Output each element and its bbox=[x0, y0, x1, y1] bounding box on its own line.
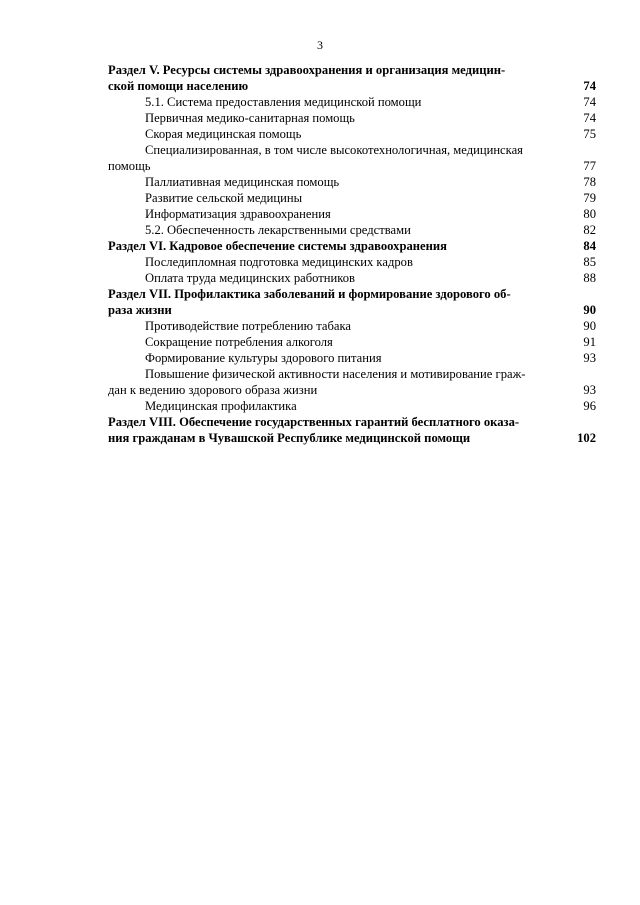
toc-page-number: 74 bbox=[583, 79, 596, 93]
toc-page-number: 74 bbox=[583, 111, 596, 125]
toc-entry-text: Паллиативная медицинская помощь bbox=[145, 175, 340, 189]
toc-entry-text: помощь bbox=[108, 159, 151, 173]
toc-page-number: 93 bbox=[583, 351, 596, 365]
toc-entry-text: Раздел V. Ресурсы системы здравоохранения и организация медицин- bbox=[108, 63, 506, 77]
toc-item[interactable] bbox=[108, 270, 596, 286]
toc-item[interactable] bbox=[108, 190, 596, 206]
toc-section-5-title-cont[interactable] bbox=[108, 78, 596, 94]
toc-page-number: 84 bbox=[583, 239, 596, 253]
toc-page-number: 82 bbox=[583, 223, 596, 237]
toc-section-7-title[interactable] bbox=[108, 286, 596, 302]
page-number: 3 bbox=[317, 38, 323, 52]
toc-item[interactable] bbox=[108, 222, 596, 238]
toc-item[interactable] bbox=[108, 350, 596, 366]
toc-entry-text: 5.1. Система предоставления медицинской помощи bbox=[145, 95, 422, 109]
toc-entry-text: ния гражданам в Чувашской Республике медицинской помощи bbox=[108, 431, 471, 445]
toc-section-8-title-cont[interactable] bbox=[108, 430, 596, 446]
toc-entry-text: ской помощи населению bbox=[108, 79, 249, 93]
toc-item[interactable] bbox=[108, 318, 596, 334]
toc-page-number: 80 bbox=[583, 207, 596, 221]
toc-item[interactable] bbox=[108, 126, 596, 142]
toc-page-number: 102 bbox=[577, 431, 596, 445]
toc-entry-text: Формирование культуры здорового питания bbox=[145, 351, 382, 365]
toc-item[interactable] bbox=[108, 334, 596, 350]
toc-entry-text: Оплата труда медицинских работников bbox=[145, 271, 355, 285]
table-of-contents bbox=[108, 62, 596, 446]
toc-item[interactable] bbox=[108, 206, 596, 222]
toc-page-number: 85 bbox=[583, 255, 596, 269]
toc-section-6-title[interactable] bbox=[108, 238, 596, 254]
toc-entry-text: дан к ведению здорового образа жизни bbox=[108, 383, 318, 397]
toc-item-cont[interactable] bbox=[108, 382, 596, 398]
toc-item[interactable] bbox=[108, 142, 596, 158]
toc-entry-text: Развитие сельской медицины bbox=[145, 191, 303, 205]
toc-section-5-title[interactable] bbox=[108, 62, 596, 78]
toc-page-number: 79 bbox=[583, 191, 596, 205]
toc-page-number: 96 bbox=[583, 399, 596, 413]
toc-page-number: 93 bbox=[583, 383, 596, 397]
toc-item[interactable] bbox=[108, 174, 596, 190]
toc-item[interactable] bbox=[108, 254, 596, 270]
toc-entry-text: Раздел VIII. Обеспечение государственных гарантий бесплатного оказа- bbox=[108, 415, 520, 429]
toc-page-number: 90 bbox=[583, 303, 596, 317]
toc-entry-text: Повышение физической активности населения и мотивирование граж- bbox=[145, 367, 526, 381]
toc-page-number: 91 bbox=[583, 335, 596, 349]
toc-page-number: 78 bbox=[583, 175, 596, 189]
toc-entry-text: Специализированная, в том числе высокотехнологичная, медицинская bbox=[145, 143, 523, 157]
toc-section-7-title-cont[interactable] bbox=[108, 302, 596, 318]
toc-page-number: 75 bbox=[583, 127, 596, 141]
toc-entry-text: Информатизация здравоохранения bbox=[145, 207, 331, 221]
toc-item[interactable] bbox=[108, 110, 596, 126]
toc-page-number: 88 bbox=[583, 271, 596, 285]
toc-item[interactable] bbox=[108, 94, 596, 110]
toc-item[interactable] bbox=[108, 366, 596, 382]
toc-entry-text: Раздел VI. Кадровое обеспечение системы здравоохранения bbox=[108, 239, 447, 253]
toc-entry-text: Скорая медицинская помощь bbox=[145, 127, 302, 141]
toc-entry-text: Раздел VII. Профилактика заболеваний и формирование здорового об- bbox=[108, 287, 511, 301]
toc-entry-text: раза жизни bbox=[108, 303, 172, 317]
toc-entry-text: Первичная медико-санитарная помощь bbox=[145, 111, 355, 125]
toc-page-number: 90 bbox=[583, 319, 596, 333]
toc-item[interactable] bbox=[108, 398, 596, 414]
toc-page-number: 74 bbox=[583, 95, 596, 109]
toc-page-number: 77 bbox=[583, 159, 596, 173]
toc-entry-text: Противодействие потреблению табака bbox=[145, 319, 351, 333]
toc-item-cont[interactable] bbox=[108, 158, 596, 174]
toc-entry-text: 5.2. Обеспеченность лекарственными средствами bbox=[145, 223, 411, 237]
toc-entry-text: Последипломная подготовка медицинских кадров bbox=[145, 255, 413, 269]
toc-entry-text: Медицинская профилактика bbox=[145, 399, 297, 413]
toc-section-8-title[interactable] bbox=[108, 414, 596, 430]
toc-entry-text: Сокращение потребления алкоголя bbox=[145, 335, 333, 349]
